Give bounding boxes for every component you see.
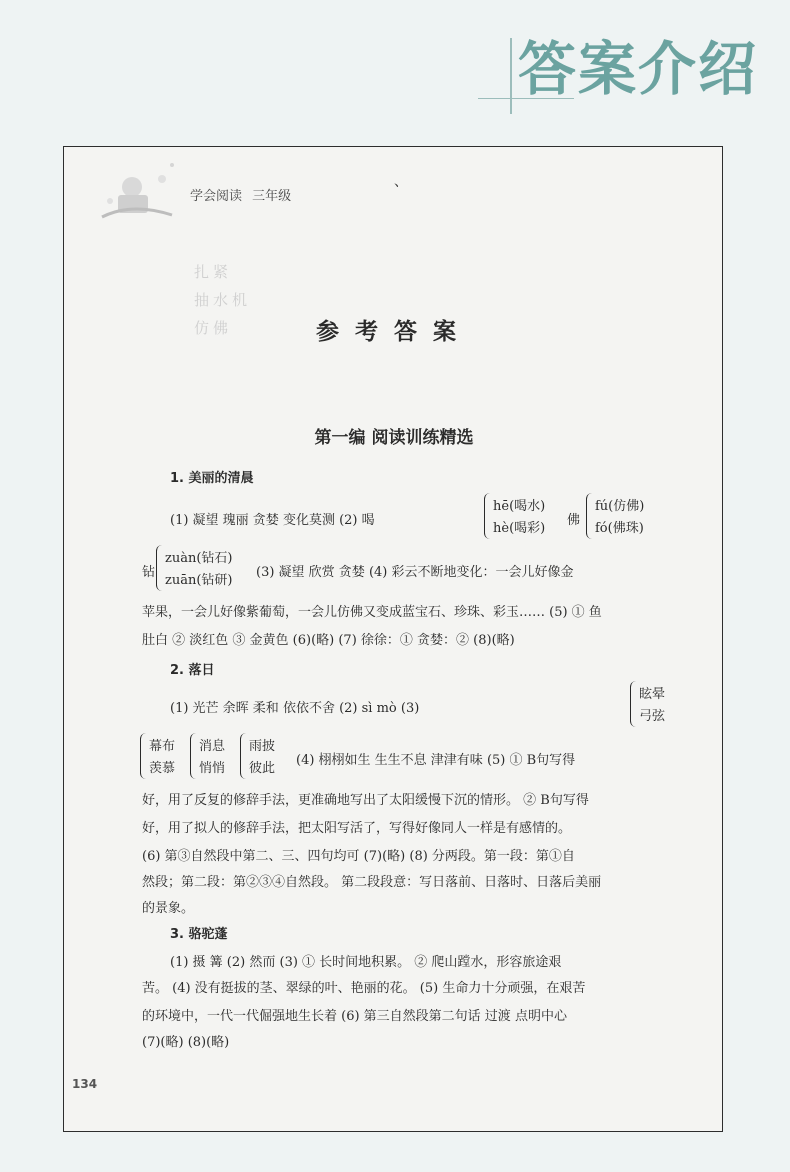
banner-title: 答案介绍 (518, 35, 759, 103)
brace-mark (140, 733, 147, 779)
brace-mark (240, 733, 247, 779)
brace-entry: 消息 (199, 739, 226, 754)
banner-vertical-line (510, 38, 512, 114)
brace-entry: fú(仿佛) (595, 499, 645, 514)
running-head: 学会阅读 三年级 (190, 189, 292, 204)
brace-entry: 眩晕 (639, 687, 666, 702)
brace-entry: 悄悄 (199, 761, 226, 776)
item-heading: 3. 骆驼蓬 (170, 927, 228, 942)
brace-entry: hē(喝水) (493, 499, 546, 514)
answer-line: (4) 栩栩如生 生生不息 津津有味 (5) ① B句写得 (296, 753, 576, 768)
bleed-through-text: 仿佛 (194, 319, 233, 337)
pronunciation-brace (484, 493, 558, 539)
item-heading: 2. 落日 (170, 663, 215, 678)
word-brace (190, 733, 240, 779)
answer-line: 好，用了反复的修辞手法，更准确地写出了太阳缓慢下沉的情形。 ② B句写得 (142, 793, 589, 808)
brace-entry: fó(佛珠) (595, 521, 644, 536)
answer-line: (7)(略) (8)(略) (142, 1035, 230, 1050)
answer-line: (1) 凝望 瑰丽 贪婪 变化莫测 (2) 喝 (170, 513, 375, 528)
answer-line: (3) 凝望 欣赏 贪婪 (4) 彩云不断地变化：一会儿好像金 (256, 565, 574, 580)
brace-entry: 羡慕 (149, 761, 176, 776)
ink-mark: 、 (394, 174, 408, 190)
answer-line: 苹果，一会儿好像紫葡萄，一会儿仿佛又变成蓝宝石、珍珠、彩玉…… (5) ① 鱼 (142, 605, 602, 620)
brace-entry: 幕布 (149, 739, 176, 754)
answer-char: 钻 (142, 565, 156, 580)
brace-entry: zuàn(钻石) (165, 551, 233, 566)
page-title: 参考答案 (316, 318, 472, 345)
bleed-through-text: 抽水机 (194, 291, 252, 309)
answer-line: (6) 第③自然段中第二、三、四句均可 (7)(略) (8) 分两段。第一段：第①自 (142, 849, 575, 864)
answer-char: 佛 (567, 513, 581, 528)
pronunciation-brace (156, 545, 256, 591)
section-title: 第一编 阅读训练精选 (314, 428, 474, 448)
answer-line: 苦。 (4) 没有挺拔的茎、翠绿的叶、艳丽的花。 (5) 生命力十分顽强，在艰苦 (142, 981, 586, 996)
brace-entry: 彼此 (249, 761, 276, 776)
answer-line: (1) 摄 篝 (2) 然而 (3) ① 长时间地积累。 ② 爬山蹚水，形容旅途艰 (170, 955, 562, 970)
brace-mark (190, 733, 197, 779)
item-heading: 1. 美丽的清晨 (170, 471, 254, 486)
brace-mark (484, 493, 491, 539)
pronunciation-brace (586, 493, 670, 539)
answer-line: (1) 光芒 余晖 柔和 依依不舍 (2) sì mò (3) (170, 701, 420, 716)
brace-entry: 雨披 (249, 739, 276, 754)
book-page (63, 146, 723, 1132)
brace-entry: hè(喝彩) (493, 521, 546, 536)
word-brace (630, 681, 690, 727)
answer-line: 的环境中，一代一代倔强地生长着 (6) 第三自然段第二句话 过渡 点明中心 (142, 1009, 567, 1024)
bleed-through-text: 扎紧 (194, 263, 233, 281)
brace-entry: zuān(钻研) (165, 573, 233, 588)
brace-mark (156, 545, 163, 591)
answer-line: 肚白 ② 淡红色 ③ 金黄色 (6)(略) (7) 徐徐：① 贪婪：② (8)(略) (142, 633, 515, 648)
answer-line: 然段；第二段：第②③④自然段。 第二段段意：写日落前、日落时、日落后美丽 (142, 875, 602, 890)
brace-mark (630, 681, 637, 727)
answer-line: 的景象。 (142, 901, 195, 916)
word-brace (240, 733, 290, 779)
brace-mark (586, 493, 593, 539)
word-brace (140, 733, 190, 779)
brace-entry: 弓弦 (639, 709, 666, 724)
page-number: 134 (72, 1077, 98, 1091)
reading-child-illustration (92, 157, 182, 227)
answer-line: 好，用了拟人的修辞手法，把太阳写活了，写得好像同人一样是有感情的。 (142, 821, 572, 836)
